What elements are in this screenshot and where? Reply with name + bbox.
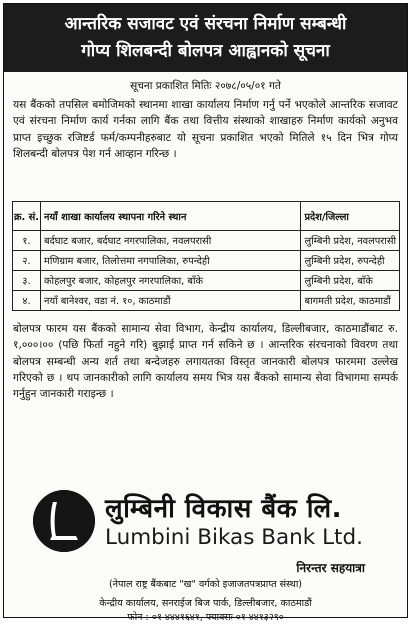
tender-notice: [3, 3, 408, 623]
publish-date: सूचना प्रकाशित मितिः २०७८/०५/०१ गते: [130, 80, 281, 92]
intro-paragraph: यस बैंकको तपसिल बमोजिमको स्थानमा शाखा कार्यालय निर्माण गर्नु पर्ने भएकोले आन्तरिक सजावट एवं संरचना निर्माण कार्य गर्नका लागि बैंक तथा वित्तीय संस्थाको शाखाहरु निर्माण कार्यको अनुभव प्राप्त इच्छुक रजिष्टर्ड फर्म/कम्पनीहरुबाट यो सूचना प्रकाशित भएको मितिले १५ दिन भित्र गोप्य शिलबन्दी बोलपत्र पेश गर्न आव्हान गरिन्छ ।: [13, 99, 398, 160]
header-line-2: गोप्य शिलबन्दी बोलपत्र आह्वानको सूचना: [81, 41, 330, 61]
table-row: [13, 291, 400, 311]
bank-logo-icon: [33, 490, 95, 552]
footer-contact: [4, 597, 407, 625]
cell-sn: २.: [13, 251, 41, 271]
branch-location-table: [12, 201, 400, 311]
table-row: [13, 231, 400, 251]
bank-name-nepali: लुम्बिनी विकास बैंक लि.: [105, 494, 342, 524]
cell-location: कोहलपुर बजार, कोहलपुर नगरपालिका, बाँके: [41, 271, 301, 291]
cell-province: लुम्बिनी प्रदेश, रुपन्देही: [301, 251, 400, 271]
cell-sn: १.: [13, 231, 41, 251]
cell-province: बागमती प्रदेश, काठमाडौं: [301, 291, 400, 311]
header-line-1: आन्तरिक सजावट एवं संरचना निर्माण सम्बन्धी: [64, 14, 347, 34]
col-header-location: नयाँ शाखा कार्यालय स्थापना गरिने स्थान: [41, 202, 301, 231]
office-address: केन्द्रीय कार्यालय, सनराईज बिज पार्क, डिल्लीबजार, काठमाडौं: [99, 598, 312, 609]
bank-tagline: निरन्तर सहयात्रा: [296, 561, 365, 575]
cell-sn: ४.: [13, 291, 41, 311]
phone-fax: फोन : ०१ ४४४१६४१, फ्याक्सः ०१ ४४१३२९०: [127, 612, 284, 623]
cell-sn: ३.: [13, 271, 41, 291]
cell-location: नयाँ बानेश्वर, वडा नं. १०, काठमाडौं: [41, 291, 301, 311]
table-header-row: [13, 202, 400, 231]
notice-header: [4, 4, 407, 72]
details-paragraph: बोलपत्र फारम यस बैंकको सामान्य सेवा विभाग, केन्द्रीय कार्यालय, डिल्लीबजार, काठमाडौंबाट रु. १,०००।०० (पछि फिर्ता नहुने गरि) बुझाई प्राप्त गर्न सकिने छ । आन्तरिक संरचनाको विवरण तथा बोलपत्र सम्बन्धी अन्य शर्त तथा बन्देजहरु लगायतका विस्तृत जानकारी बोलपत्र फारममा उल्लेख गरिएको छ । थप जानकारीको लागि कार्यालय समय भित्र यस बैंकको सामान्य सेवा विभागमा सम्पर्क गर्नुहुन जानकारी गराइन्छ ।: [13, 323, 398, 401]
bank-name-english: Lumbini Bikas Bank Ltd.: [105, 525, 363, 550]
cell-location: बर्दघाट बजार, बर्दघाट नगरपालिका, नवलपरासी: [41, 231, 301, 251]
bank-branding: [4, 485, 407, 565]
cell-location: मणिग्राम बजार, तिलोत्तमा नगपालिका, रुपन्देही: [41, 251, 301, 271]
table-row: [13, 251, 400, 271]
cell-province: लुम्बिनी प्रदेश, नवलपरासी: [301, 231, 400, 251]
license-note: (नेपाल राष्ट्र बैंकबाट "ख" वर्गको इजाजतपत्रप्राप्त संस्था): [108, 579, 303, 590]
col-header-province: प्रदेश/जिल्ला: [301, 202, 400, 231]
table-row: [13, 271, 400, 291]
col-header-sn: क्र. सं.: [13, 202, 41, 231]
cell-province: लुम्बिनी प्रदेश, बाँके: [301, 271, 400, 291]
